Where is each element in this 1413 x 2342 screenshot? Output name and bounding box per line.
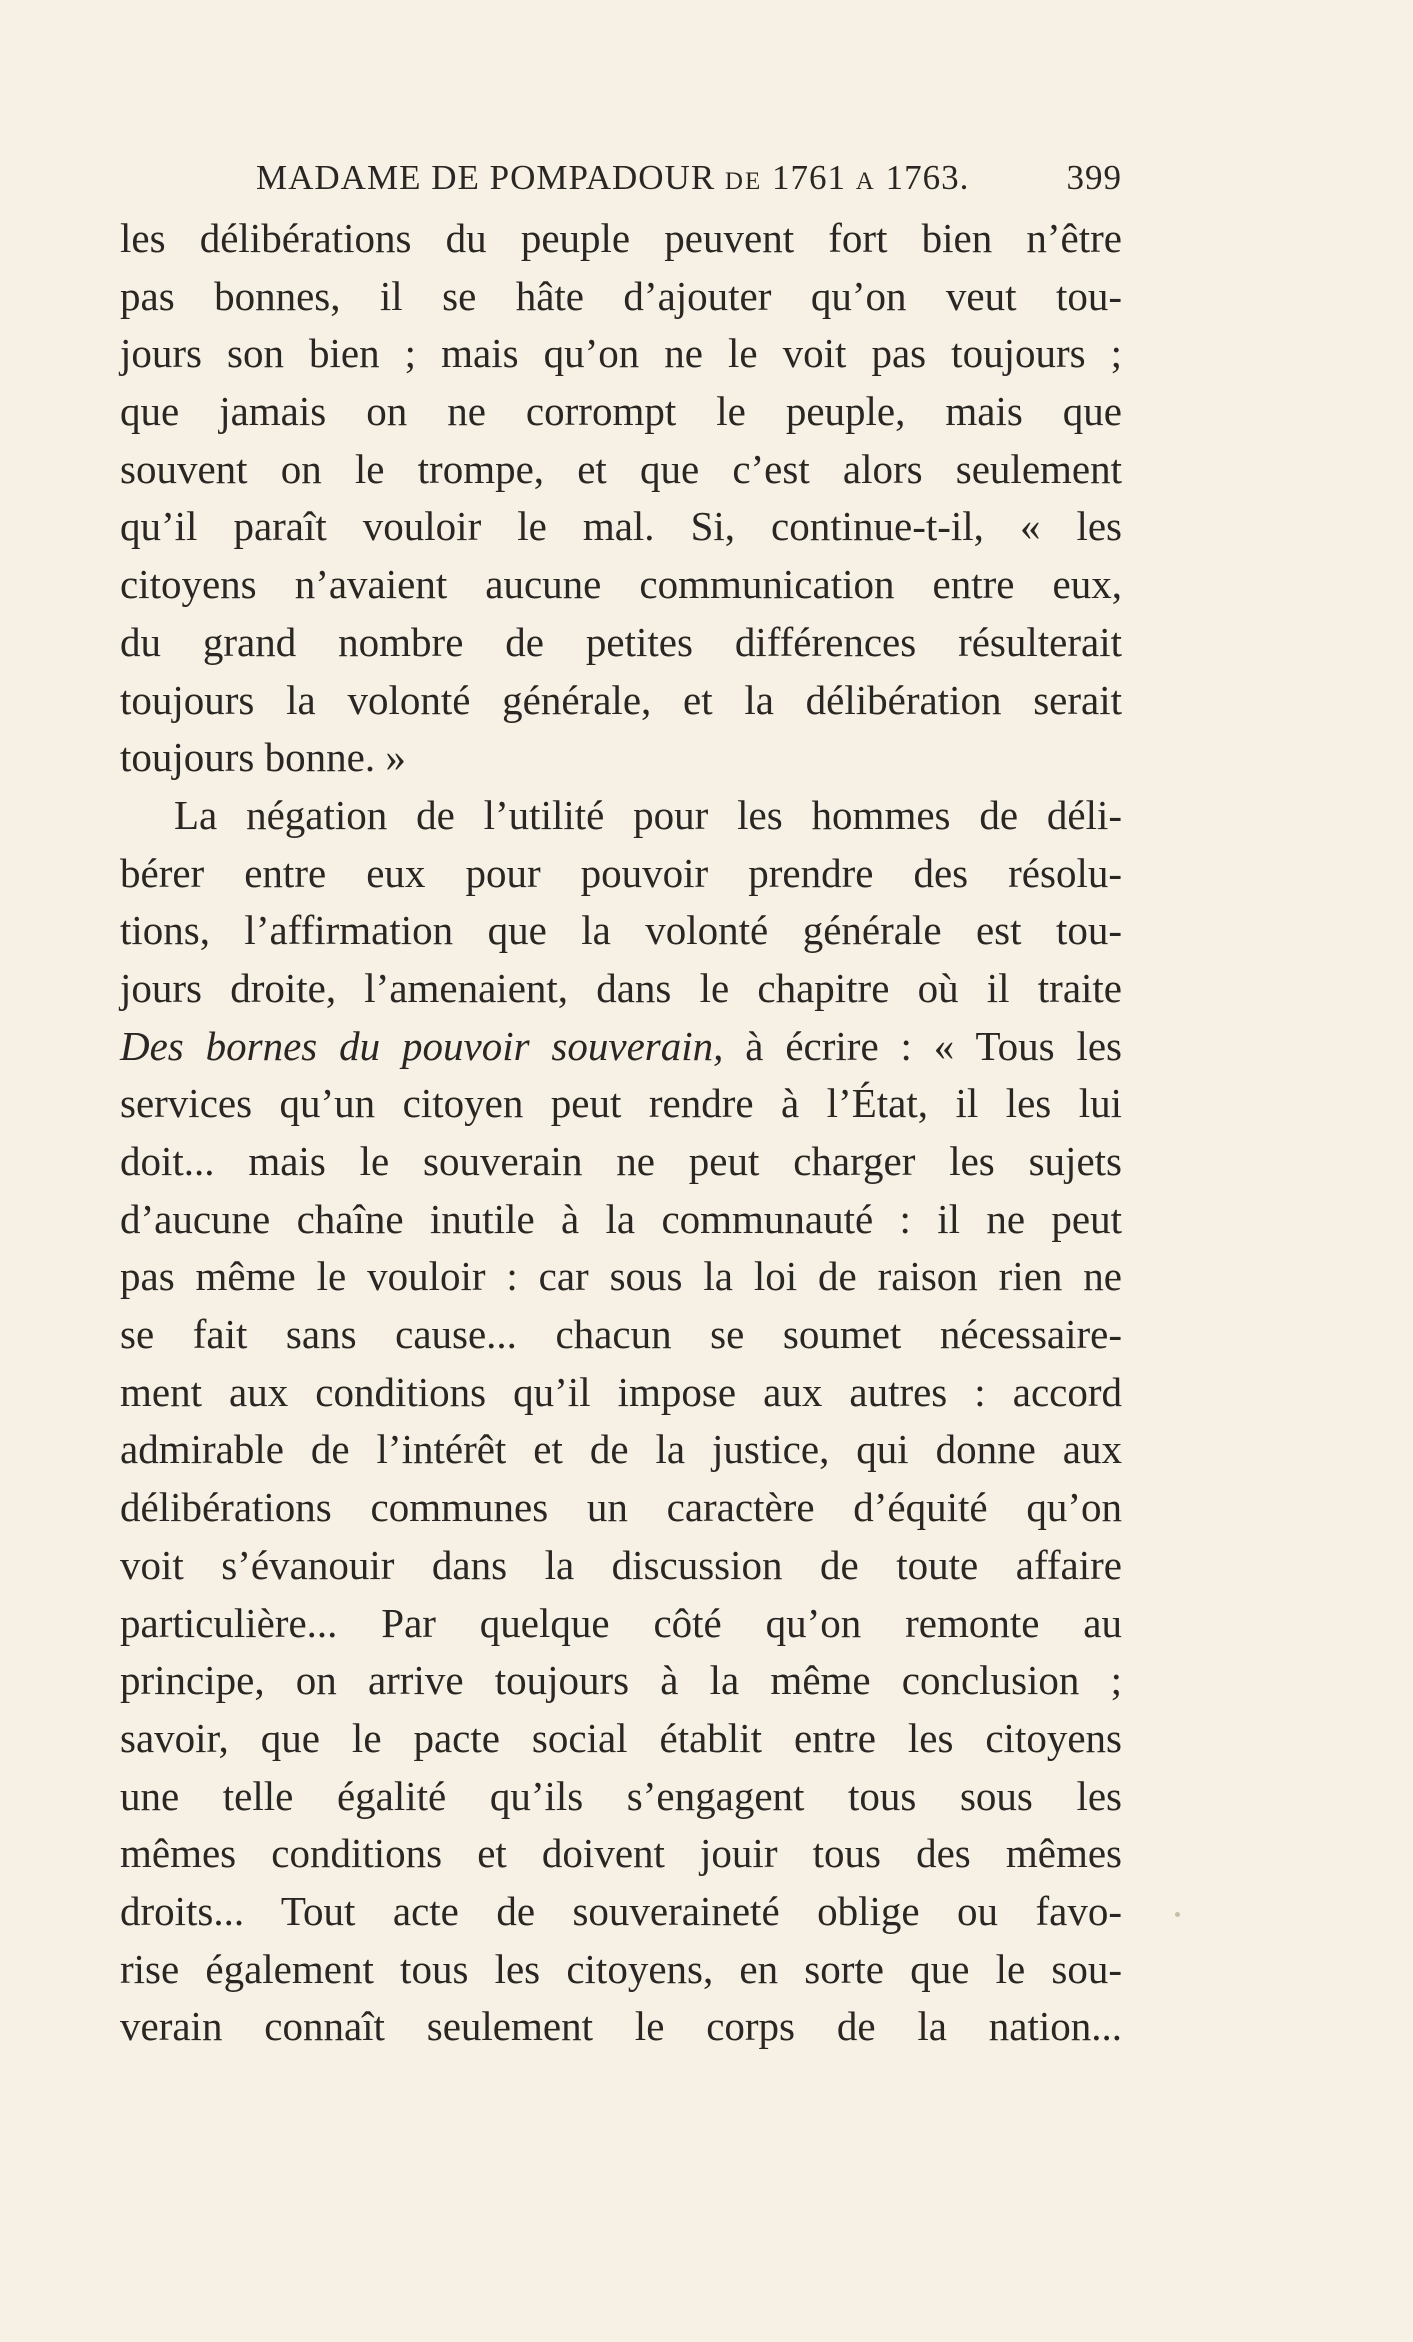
paragraph-start-line: La négation de l’utilité pour les hommes de déli- — [174, 791, 1122, 838]
chapter-title-italic: Des bornes du pouvoir souverain, — [120, 1022, 724, 1069]
text-line: toujours la volonté générale, et la délibération serait — [120, 676, 1122, 723]
text-line: citoyens n’avaient aucune communication entre eux, — [120, 561, 1122, 608]
text-line: verain connaît seulement le corps de la nation... — [120, 2003, 1122, 2050]
text-line: bérer entre eux pour pouvoir prendre des résolu- — [120, 849, 1122, 896]
text-line: se fait sans cause... chacun se soumet nécessaire- — [120, 1311, 1122, 1358]
text-line: qu’il paraît vouloir le mal. Si, continue-t-il, « les — [120, 503, 1122, 550]
text-line-with-italic-title — [120, 1018, 1122, 1076]
text-line: mêmes conditions et doivent jouir tous des mêmes — [120, 1830, 1122, 1877]
running-title: MADAME DE POMPADOUR DE 1761 A 1763. — [256, 158, 970, 197]
text-line: une telle égalité qu’ils s’engagent tous sous les — [120, 1772, 1122, 1819]
paper-speck — [1175, 1912, 1180, 1917]
text-line-rest: à écrire : « Tous les — [745, 1022, 1123, 1069]
text-line: les délibérations du peuple peuvent fort bien n’être — [120, 215, 1122, 261]
text-line: d’aucune chaîne inutile à la communauté : il ne peut — [120, 1195, 1122, 1242]
running-head — [120, 156, 1122, 200]
text-line: jours droite, l’amenaient, dans le chapitre où il traite — [120, 964, 1122, 1011]
text-line: voit s’évanouir dans la discussion de toute affaire — [120, 1541, 1122, 1588]
text-line: principe, on arrive toujours à la même conclusion ; — [120, 1657, 1122, 1704]
text-line: tions, l’affirmation que la volonté générale est tou- — [120, 907, 1122, 954]
text-line: particulière... Par quelque côté qu’on remonte au — [120, 1599, 1122, 1646]
text-line: délibérations communes un caractère d’équité qu’on — [120, 1484, 1122, 1531]
text-line: services qu’un citoyen peut rendre à l’État, il les lui — [120, 1080, 1122, 1127]
text-line: savoir, que le pacte social établit entre les citoyens — [120, 1714, 1122, 1761]
text-line: du grand nombre de petites différences résulterait — [120, 618, 1122, 665]
text-line: rise également tous les citoyens, en sorte que le sou- — [120, 1945, 1122, 1992]
text-line: droits... Tout acte de souveraineté oblige ou favo- — [120, 1887, 1122, 1934]
text-line: que jamais on ne corrompt le peuple, mais que — [120, 388, 1122, 435]
text-line: jours son bien ; mais qu’on ne le voit pas toujours ; — [120, 330, 1122, 377]
text-line: ment aux conditions qu’il impose aux autres : accord — [120, 1368, 1122, 1415]
text-line: pas bonnes, il se hâte d’ajouter qu’on veut tou- — [120, 272, 1122, 319]
text-line: souvent on le trompe, et que c’est alors seulement — [120, 445, 1122, 492]
text-line: pas même le vouloir : car sous la loi de raison rien ne — [120, 1253, 1122, 1300]
text-line: admirable de l’intérêt et de la justice, qui donne aux — [120, 1426, 1122, 1473]
body-text — [120, 210, 1122, 2056]
text-line: doit... mais le souverain ne peut charger les sujets — [120, 1138, 1122, 1184]
page-number: 399 — [1066, 158, 1122, 197]
text-line: toujours bonne. » — [120, 734, 406, 781]
